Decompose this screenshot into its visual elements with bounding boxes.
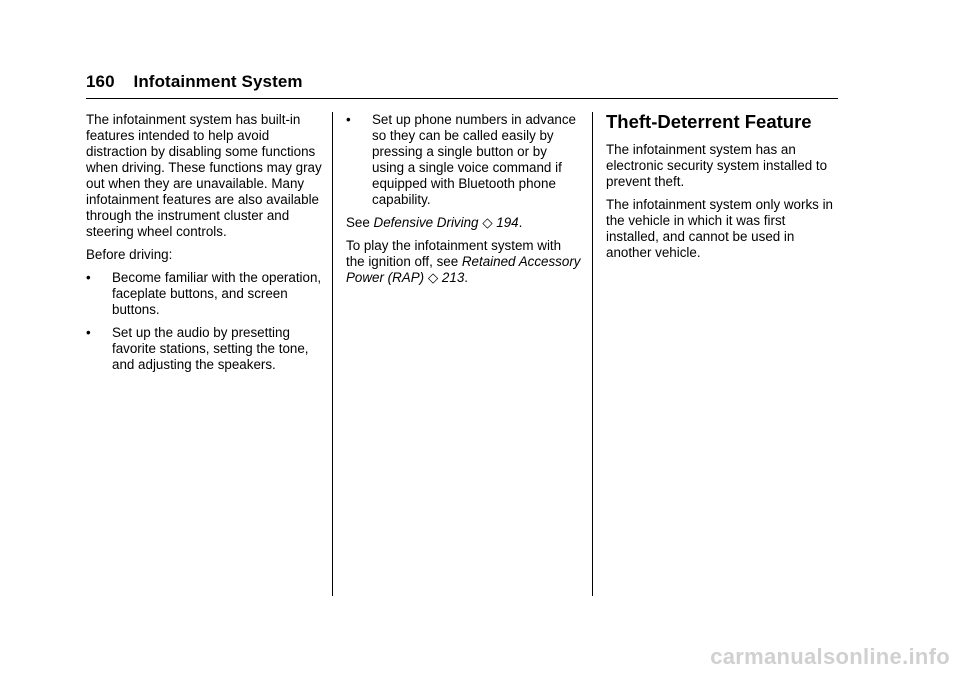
column-divider — [332, 112, 333, 596]
see-prefix: See — [346, 215, 374, 230]
cross-reference-link[interactable]: Retained Accessory Power (RAP) — [346, 254, 581, 285]
reference-diamond-icon: ◇ — [482, 215, 493, 230]
period: . — [518, 215, 523, 230]
before-driving-label: Before driving: — [86, 247, 173, 262]
list-item-text: Become familiar with the operation, faceplate buttons, and screen buttons. — [112, 270, 322, 317]
play-paragraph — [346, 238, 582, 286]
theft-paragraph-1: The infotainment system has an electronic security system installed to prevent theft. — [606, 142, 828, 189]
section-title: Infotainment System — [133, 72, 303, 91]
list-item — [86, 270, 322, 318]
reference-page[interactable]: 213 — [441, 270, 465, 285]
theft-paragraph-2: The infotainment system only works in the vehicle in which it was first installed, and cannot be used in another vehicle. — [606, 197, 833, 260]
watermark: carmanualsonline.info — [710, 644, 950, 669]
list-item — [346, 112, 582, 208]
column-1 — [86, 112, 322, 380]
column-2 — [346, 112, 582, 293]
cross-reference-link[interactable]: Defensive Driving — [373, 215, 479, 230]
section-heading: Theft-Deterrent Feature — [606, 111, 812, 132]
column-divider — [592, 112, 593, 596]
page-header — [86, 72, 303, 92]
see-reference — [346, 215, 582, 231]
bullet-icon: • — [86, 270, 91, 285]
column-3 — [606, 112, 838, 268]
play-text: To play the infotainment system with the ignition off, see — [346, 238, 562, 269]
page-number: 160 — [86, 72, 115, 91]
list-item-text: Set up phone numbers in advance so they can be called easily by pressing a single button or by using a single voice command if equipped with Bluetooth phone capability. — [372, 112, 576, 207]
period: . — [464, 270, 468, 285]
intro-paragraph: The infotainment system has built-in features intended to help avoid distraction by disabling some functions when driving. These functions may gray out when they are unavailable. Many infotainment features are also available through the instrument cluster and steering wheel controls. — [86, 112, 322, 239]
header-rule — [86, 98, 838, 99]
list-item — [86, 325, 322, 373]
bullet-icon: • — [86, 325, 91, 340]
reference-diamond-icon: ◇ — [427, 270, 439, 285]
bullet-icon: • — [346, 112, 351, 127]
reference-page[interactable]: 194 — [496, 215, 519, 230]
list-item-text: Set up the audio by presetting favorite stations, setting the tone, and adjusting the speakers. — [112, 325, 309, 372]
